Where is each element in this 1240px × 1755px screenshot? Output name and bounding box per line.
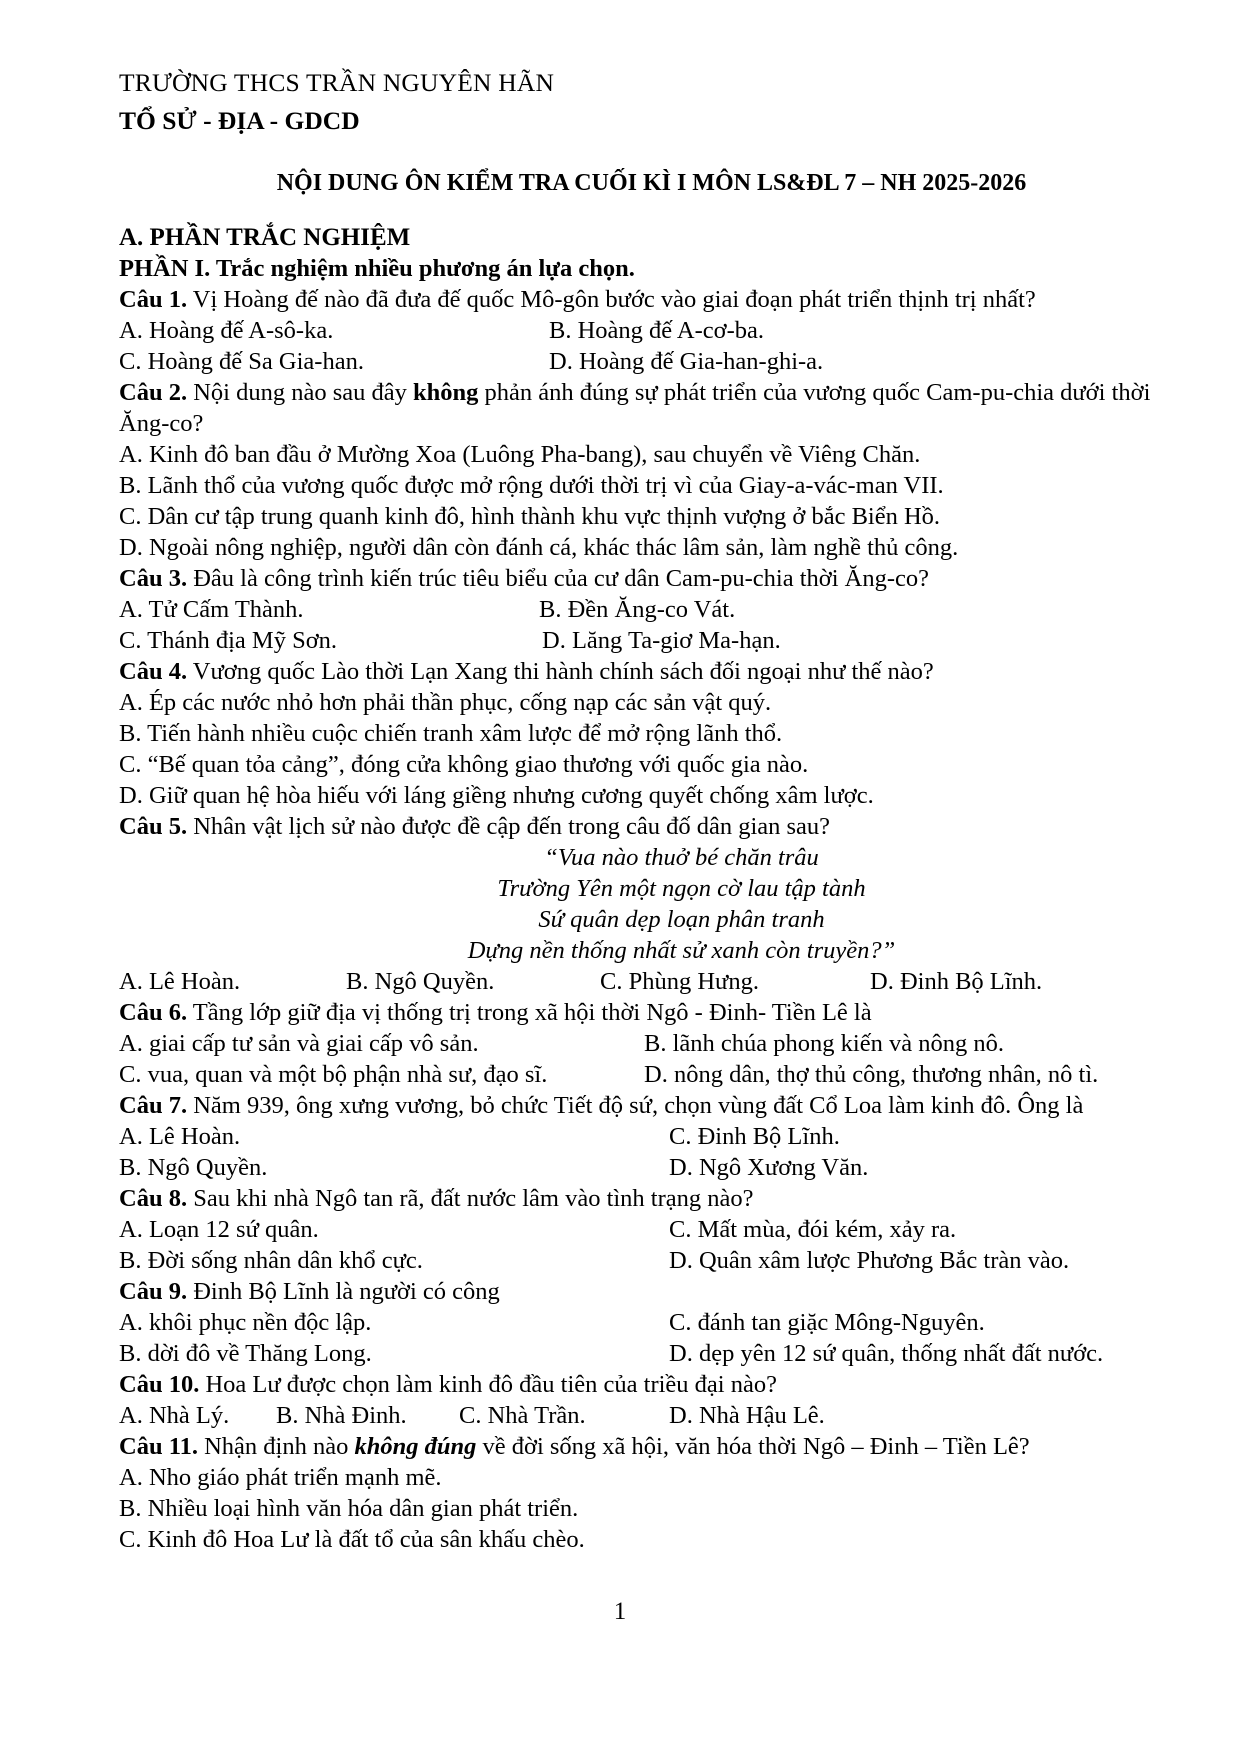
option-b: B. Lãnh thổ của vương quốc được mở rộng dưới thời trị vì của Giay-a-vác-man VII.	[119, 472, 944, 499]
option-c: C. Đinh Bộ Lĩnh.	[669, 1123, 840, 1150]
question-4	[119, 656, 1184, 687]
question-text: Sau khi nhà Ngô tan rã, đất nước lâm vào tình trạng nào?	[187, 1185, 754, 1212]
option-c: C. Kinh đô Hoa Lư là đất tổ của sân khấu chèo.	[119, 1526, 585, 1553]
question-number: Câu 2.	[119, 379, 188, 406]
poem-line: “Vua nào thuở bé chăn trâu	[544, 844, 819, 871]
question-3	[119, 563, 1184, 594]
option-d: D. Đinh Bộ Lĩnh.	[870, 968, 1043, 995]
question-number: Câu 3.	[119, 565, 188, 592]
question-text: Vương quốc Lào thời Lạn Xang thi hành chính sách đối ngoại như thế nào?	[187, 658, 934, 685]
question-10	[119, 1369, 1184, 1400]
question-number: Câu 11.	[119, 1433, 198, 1460]
option-a: A. Ép các nước nhỏ hơn phải thần phục, cống nạp các sản vật quý.	[119, 689, 772, 716]
options-row	[119, 1214, 1184, 1245]
page-content	[119, 66, 1184, 1555]
page-number: 1	[613, 1598, 627, 1625]
document-title: NỘI DUNG ÔN KIỂM TRA CUỐI KÌ I MÔN LS&ĐL 7 – NH 2025-2026	[276, 170, 1027, 196]
option-b: B. dời đô về Thăng Long.	[119, 1340, 372, 1367]
question-number: Câu 10.	[119, 1371, 200, 1398]
poem-line: Trường Yên một ngọn cờ lau tập tành	[497, 875, 866, 902]
section-a-heading: A. PHẦN TRẮC NGHIỆM	[119, 224, 411, 251]
option-b: B. Ngô Quyền.	[346, 968, 495, 995]
option-d: D. Quân xâm lược Phương Bắc tràn vào.	[669, 1247, 1070, 1274]
option-a: A. Lê Hoàn.	[119, 968, 241, 995]
option-a: A. giai cấp tư sản và giai cấp vô sản.	[119, 1030, 479, 1057]
option-b: B. Đời sống nhân dân khổ cực.	[119, 1247, 423, 1274]
question-text: Năm 939, ông xưng vương, bỏ chức Tiết độ sứ, chọn vùng đất Cổ Loa làm kinh đô. Ông là	[187, 1092, 1084, 1119]
question-text: Tầng lớp giữ địa vị thống trị trong xã hội thời Ngô - Đinh- Tiền Lê là	[187, 999, 872, 1026]
question-number: Câu 6.	[119, 999, 188, 1026]
option-c: C. Nhà Trần.	[459, 1402, 586, 1429]
options-row	[119, 1152, 1184, 1183]
question-number: Câu 9.	[119, 1278, 188, 1305]
options-row	[119, 594, 1184, 625]
options-row	[119, 1307, 1184, 1338]
option-b: B. Hoàng đế A-cơ-ba.	[549, 317, 765, 344]
part-1-heading: PHẦN I. Trắc nghiệm nhiều phương án lựa chọn.	[119, 255, 635, 282]
question-7	[119, 1090, 1184, 1121]
option-d: D. dẹp yên 12 sứ quân, thống nhất đất nước.	[669, 1340, 1104, 1367]
options-row	[119, 1338, 1184, 1369]
question-text-before: Nhận định nào	[197, 1433, 355, 1460]
options-row	[119, 1400, 1184, 1431]
option-b: B. Đền Ăng-co Vát.	[539, 596, 736, 623]
option-d: D. Hoàng đế Gia-han-ghi-a.	[549, 348, 824, 375]
options-row	[119, 625, 1184, 656]
options-row	[119, 1121, 1184, 1152]
option-b: B. lãnh chúa phong kiến và nông nô.	[644, 1030, 1004, 1057]
question-8	[119, 1183, 1184, 1214]
question-2	[119, 377, 1184, 439]
option-c: C. Hoàng đế Sa Gia-han.	[119, 348, 364, 375]
option-d: D. Giữ quan hệ hòa hiếu với láng giềng nhưng cương quyết chống xâm lược.	[119, 782, 874, 809]
options-row	[119, 1245, 1184, 1276]
question-9	[119, 1276, 1184, 1307]
option-a: A. Nho giáo phát triển mạnh mẽ.	[119, 1464, 442, 1491]
options-row	[119, 1028, 1184, 1059]
options-row	[119, 966, 1184, 997]
department-name: TỔ SỬ - ĐỊA - GDCD	[119, 106, 360, 135]
option-c: C. “Bế quan tỏa cảng”, đóng cửa không giao thương với quốc gia nào.	[119, 751, 809, 778]
question-number: Câu 4.	[119, 658, 188, 685]
option-c: C. Dân cư tập trung quanh kinh đô, hình thành khu vực thịnh vượng ở bắc Biển Hồ.	[119, 503, 941, 530]
option-b: B. Nhà Đinh.	[276, 1402, 407, 1429]
question-text: Vị Hoàng đế nào đã đưa đế quốc Mô-gôn bước vào giai đoạn phát triển thịnh trị nhất?	[187, 286, 1036, 313]
option-c: C. đánh tan giặc Mông-Nguyên.	[669, 1309, 985, 1336]
question-text: Đâu là công trình kiến trúc tiêu biểu của cư dân Cam-pu-chia thời Ăng-co?	[187, 565, 930, 592]
poem-line: Sứ quân dẹp loạn phân tranh	[538, 906, 825, 933]
option-c: C. Phùng Hưng.	[600, 968, 759, 995]
option-d: D. nông dân, thợ thủ công, thương nhân, nô tì.	[644, 1061, 1099, 1088]
question-keyword: không đúng	[354, 1433, 477, 1460]
question-number: Câu 8.	[119, 1185, 188, 1212]
option-d: D. Nhà Hậu Lê.	[669, 1402, 825, 1429]
question-11	[119, 1431, 1184, 1462]
question-text-after: phản ánh đúng sự phát triển của vương quốc Cam-pu-chia dưới thời Ăng-co?	[119, 379, 1151, 437]
question-text: Hoa Lư được chọn làm kinh đô đầu tiên của triều đại nào?	[199, 1371, 777, 1398]
option-a: A. Loạn 12 sứ quân.	[119, 1216, 319, 1243]
option-d: D. Ngô Xương Văn.	[669, 1154, 869, 1181]
question-text: Nhân vật lịch sử nào được đề cập đến trong câu đố dân gian sau?	[187, 813, 831, 840]
poem-line: Dựng nền thống nhất sử xanh còn truyền?”	[467, 937, 896, 964]
options-row	[119, 1059, 1184, 1090]
question-text-after: về đời sống xã hội, văn hóa thời Ngô – Đinh – Tiền Lê?	[476, 1433, 1030, 1460]
option-c: C. Thánh địa Mỹ Sơn.	[119, 627, 338, 654]
option-a: A. Lê Hoàn.	[119, 1123, 241, 1150]
question-number: Câu 1.	[119, 286, 188, 313]
option-c: C. Mất mùa, đói kém, xảy ra.	[669, 1216, 957, 1243]
question-text: Đinh Bộ Lĩnh là người có công	[187, 1278, 500, 1305]
option-b: B. Tiến hành nhiều cuộc chiến tranh xâm lược để mở rộng lãnh thổ.	[119, 720, 783, 747]
option-a: A. Nhà Lý.	[119, 1402, 230, 1429]
option-d: D. Lăng Ta-giơ Ma-hạn.	[542, 627, 781, 654]
option-a: A. khôi phục nền độc lập.	[119, 1309, 372, 1336]
question-keyword: không	[413, 379, 479, 406]
school-name: TRƯỜNG THCS TRẦN NGUYÊN HÃN	[119, 68, 555, 97]
question-number: Câu 7.	[119, 1092, 188, 1119]
option-d: D. Ngoài nông nghiệp, người dân còn đánh cá, khác thác lâm sản, làm nghề thủ công.	[119, 534, 959, 561]
option-a: A. Kinh đô ban đầu ở Mường Xoa (Luông Pha-bang), sau chuyển về Viêng Chăn.	[119, 441, 921, 468]
question-5	[119, 811, 1184, 842]
question-number: Câu 5.	[119, 813, 188, 840]
option-b: B. Ngô Quyền.	[119, 1154, 268, 1181]
question-text-before: Nội dung nào sau đây	[187, 379, 413, 406]
options-row	[119, 346, 1184, 377]
option-a: A. Tử Cấm Thành.	[119, 596, 304, 623]
option-c: C. vua, quan và một bộ phận nhà sư, đạo sĩ.	[119, 1061, 548, 1088]
question-6	[119, 997, 1184, 1028]
question-1	[119, 284, 1184, 315]
option-b: B. Nhiều loại hình văn hóa dân gian phát triển.	[119, 1495, 579, 1522]
option-a: A. Hoàng đế A-sô-ka.	[119, 317, 334, 344]
options-row	[119, 315, 1184, 346]
